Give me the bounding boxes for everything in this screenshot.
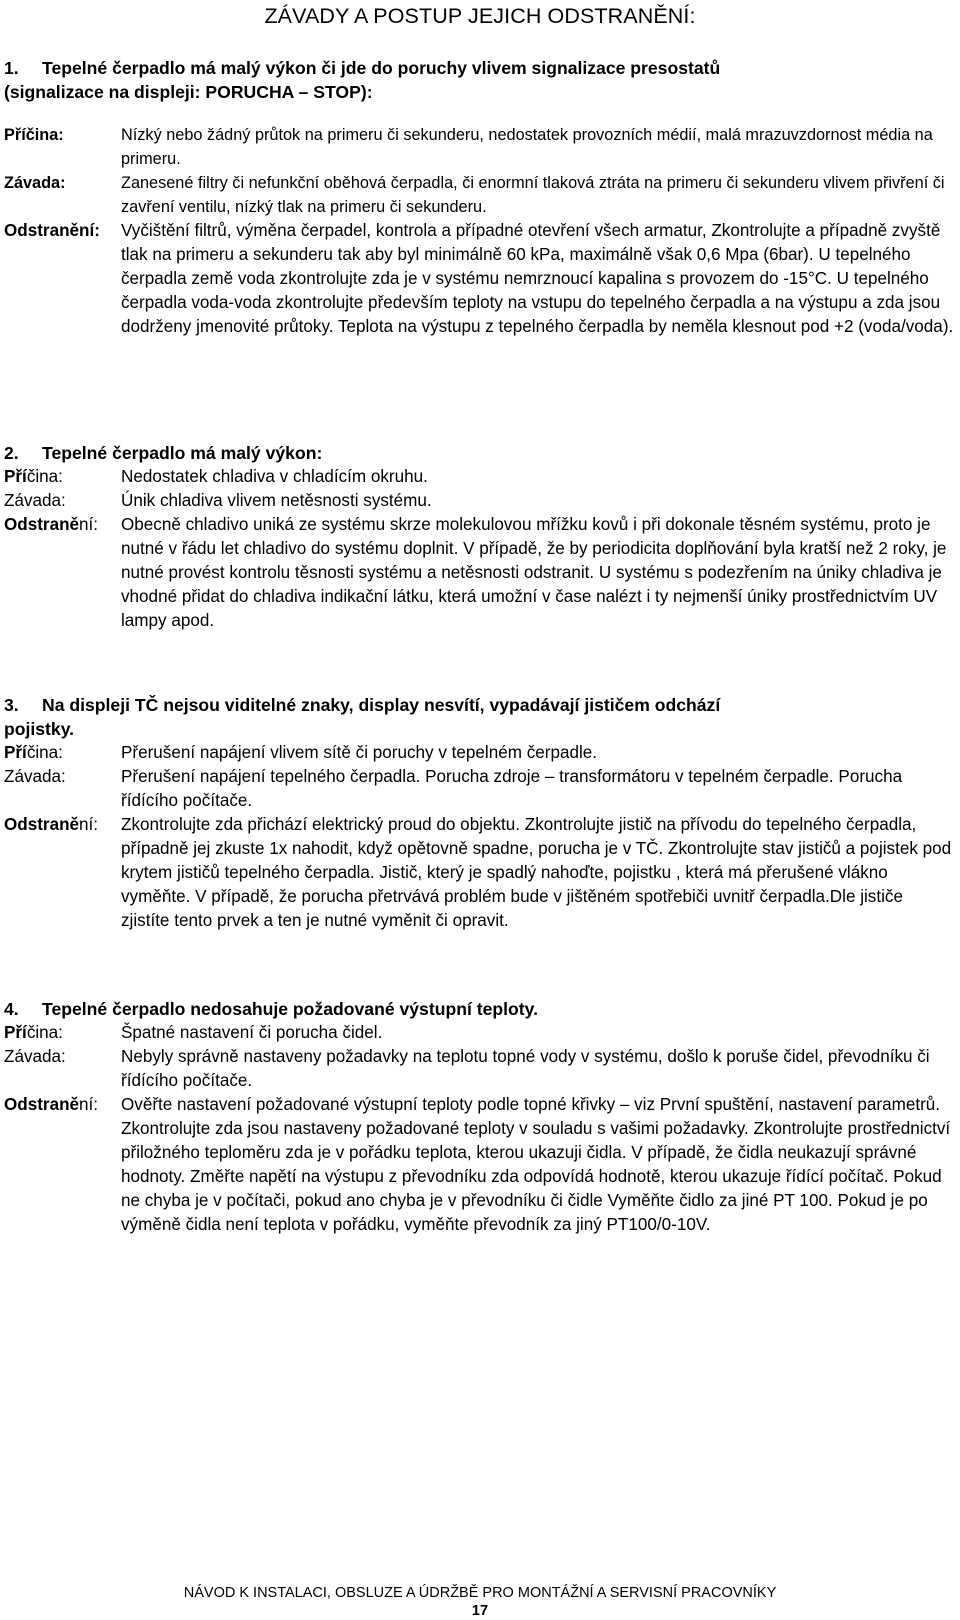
cause-row <box>4 123 956 171</box>
fault-text: Nebyly správně nastaveny požadavky na teplotu topné vody v systému, došlo k poruše čidel, převodníku či řídícího počítače. <box>121 1047 930 1090</box>
fault-row <box>4 489 956 513</box>
section-heading-text: Tepelné čerpadlo má malý výkon: <box>42 443 323 463</box>
cause-label <box>4 1021 63 1045</box>
fix-label-bold: Odstraně <box>4 515 80 534</box>
fix-label: Odstranění: <box>4 221 100 240</box>
cause-label <box>4 465 63 489</box>
cause-text: Nízký nebo žádný průtok na primeru či sekunderu, nedostatek provozních médií, malá mrazuvzdornost média na primeru. <box>121 126 933 168</box>
cause-text: Přerušení napájení vlivem sítě či poruchy v tepelném čerpadle. <box>121 743 598 762</box>
fault-label: Závada: <box>4 491 66 510</box>
fix-label-bold: Odstraně <box>4 815 80 834</box>
fix-label-rest: ní: <box>79 515 99 534</box>
section-number: 3. <box>4 695 19 715</box>
cause-row <box>4 1021 956 1045</box>
section-1-heading <box>4 56 956 104</box>
fix-text: Zkontrolujte zda přichází elektrický proud do objektu. Zkontrolujte jistič na přívodu do tepelného čerpadla, případně jej zkuste 1x nahodit, když opětovně spadne, porucha je v TČ. Zkontrolujte stav jističů a pojistek pod krytem jističů tepelného čerpadla. Jistič, který je spadlý nahoďte, pojistku , která má přerušené vlákno vyměňte. V případě, že porucha přetrvává problém bude v jištěném spotřebiči uvnitř čerpadla.Dle jističe zjistíte tento prvek a ten je nutné vyměnit či opravit. <box>121 815 952 930</box>
page-number: 17 <box>471 1603 489 1619</box>
section-heading-text: pojistky. <box>4 719 75 739</box>
section-4 <box>4 997 956 1237</box>
fault-row <box>4 171 956 219</box>
fix-text <box>121 219 956 339</box>
fault-label: Závada: <box>4 174 66 192</box>
fix-label <box>4 813 98 837</box>
cause-label-bold: Pří <box>4 467 27 486</box>
fix-label-rest: ní: <box>79 815 99 834</box>
fix-row <box>4 219 956 339</box>
section-number: 2. <box>4 443 19 463</box>
fault-row <box>4 1045 956 1093</box>
cause-text: Špatné nastavení či porucha čidel. <box>121 1023 383 1042</box>
fix-text: Obecně chladivo uniká ze systému skrze molekulovou mřížku kovů i při dokonale těsném systému, proto je nutné v řádu let chladivo do systému doplnit. V případě, že by periodicita doplňování byla kratší než 2 roky, je nutné provést kontrolu těsnosti systému a netěsnosti odstranit. U systému s podezřením na úniky chladiva je vhodné přidat do chladiva indikační látku, která umožní v čase nalézt i ty nejmenší úniky prostřednictvím UV lampy apod. <box>121 515 947 630</box>
section-4-heading <box>4 997 956 1021</box>
cause-label-rest: čina: <box>26 1023 63 1042</box>
fix-row <box>4 513 956 633</box>
section-heading-text: Na displeji TČ nejsou viditelné znaky, display nesvítí, vypadávají jističem odchází <box>42 695 721 715</box>
fix-label <box>4 1093 98 1117</box>
fix-row <box>4 813 956 933</box>
cause-row <box>4 465 956 489</box>
cause-label: Příčina: <box>4 126 64 144</box>
fix-label <box>4 513 98 537</box>
fault-row <box>4 765 956 813</box>
fix-row <box>4 1093 956 1237</box>
section-2-heading <box>4 441 956 465</box>
cause-label-bold: Pří <box>4 1023 27 1042</box>
cause-label <box>4 741 63 765</box>
page-title: ZÁVADY A POSTUP JEJICH ODSTRANĚNÍ: <box>264 4 696 28</box>
fault-text: Zanesené filtry či nefunkční oběhová čerpadla, či enormní tlaková ztráta na primeru či sekunderu vlivem přivření či zavření ventilu, nízký tlak na primeru či sekunderu. <box>121 174 945 216</box>
section-heading-text: (signalizace na displeji: PORUCHA – STOP): <box>4 82 373 102</box>
cause-label-bold: Pří <box>4 743 27 762</box>
fault-text: Přerušení napájení tepelného čerpadla. Porucha zdroje – transformátoru v tepelném čerpadle. Porucha řídícího počítače. <box>121 767 903 810</box>
section-3 <box>4 693 956 933</box>
page-footer: NÁVOD K INSTALACI, OBSLUZE A ÚDRŽBĚ PRO MONTÁŽNÍ A SERVISNÍ PRACOVNÍKY <box>183 1585 777 1601</box>
section-heading-text: Tepelné čerpadlo nedosahuje požadované výstupní teploty. <box>42 999 538 1019</box>
section-1 <box>4 56 956 339</box>
fix-label-bold: Odstraně <box>4 1095 80 1114</box>
section-number: 4. <box>4 999 19 1019</box>
section-heading-text: Tepelné čerpadlo má malý výkon či jde do poruchy vlivem signalizace presostatů <box>42 58 721 78</box>
fix-text: Ověřte nastavení požadované výstupní teploty podle topné křivky – viz První spuštění, nastavení parametrů. Zkontrolujte zda jsou nastaveny požadované teploty v souladu s vašimi požadavky. Zkontrolujte prostřednictví přiložného teploměru zda je v pořádku teplota, kterou ukazuji čidla. V případě, že čidla neukazují správné hodnoty. Změřte napětí na výstupu z převodníku zda odpovídá hodnotě, kterou ukazuje řídící počítač. Pokud ne chyba je v počítači, pokud ano chyba je v převodníku či čidle Vyměňte čidlo za jiné PT 100. Pokud je po výměně čidla není teplota v pořádku, vyměňte převodník za jiný PT100/0-10V. <box>121 1095 951 1234</box>
fix-text-content: Vyčištění filtrů, výměna čerpadel, kontrola a případné otevření všech armatur, Zkontrolujte a případně zvyště tlak na primeru a sekunderu tak aby byl minimálně 60 kPa, maximálně však 0,6 Mpa (6bar). U tepelného čerpadla země voda zkontrolujte zda je v systému nemrznoucí kapalina s provozem do -15°C. U tepelného čerpadla voda-voda zkontrolujte především teploty na vstupu do tepelného čerpadla a na výstupu a zda jsou dodrženy jmenovité průtoky. Teplota na výstupu z tepelného čerpadla by neměla klesnout pod +2 (voda/voda). <box>121 221 954 336</box>
fault-label: Závada: <box>4 767 66 786</box>
cause-label-rest: čina: <box>26 743 63 762</box>
cause-row <box>4 741 956 765</box>
fault-label: Závada: <box>4 1047 66 1066</box>
section-number: 1. <box>4 58 19 78</box>
cause-text: Nedostatek chladiva v chladícím okruhu. <box>121 467 428 486</box>
cause-label-rest: čina: <box>26 467 63 486</box>
section-3-heading <box>4 693 956 741</box>
fault-text: Únik chladiva vlivem netěsnosti systému. <box>121 491 432 510</box>
section-2 <box>4 441 956 633</box>
fix-label-rest: ní: <box>79 1095 99 1114</box>
